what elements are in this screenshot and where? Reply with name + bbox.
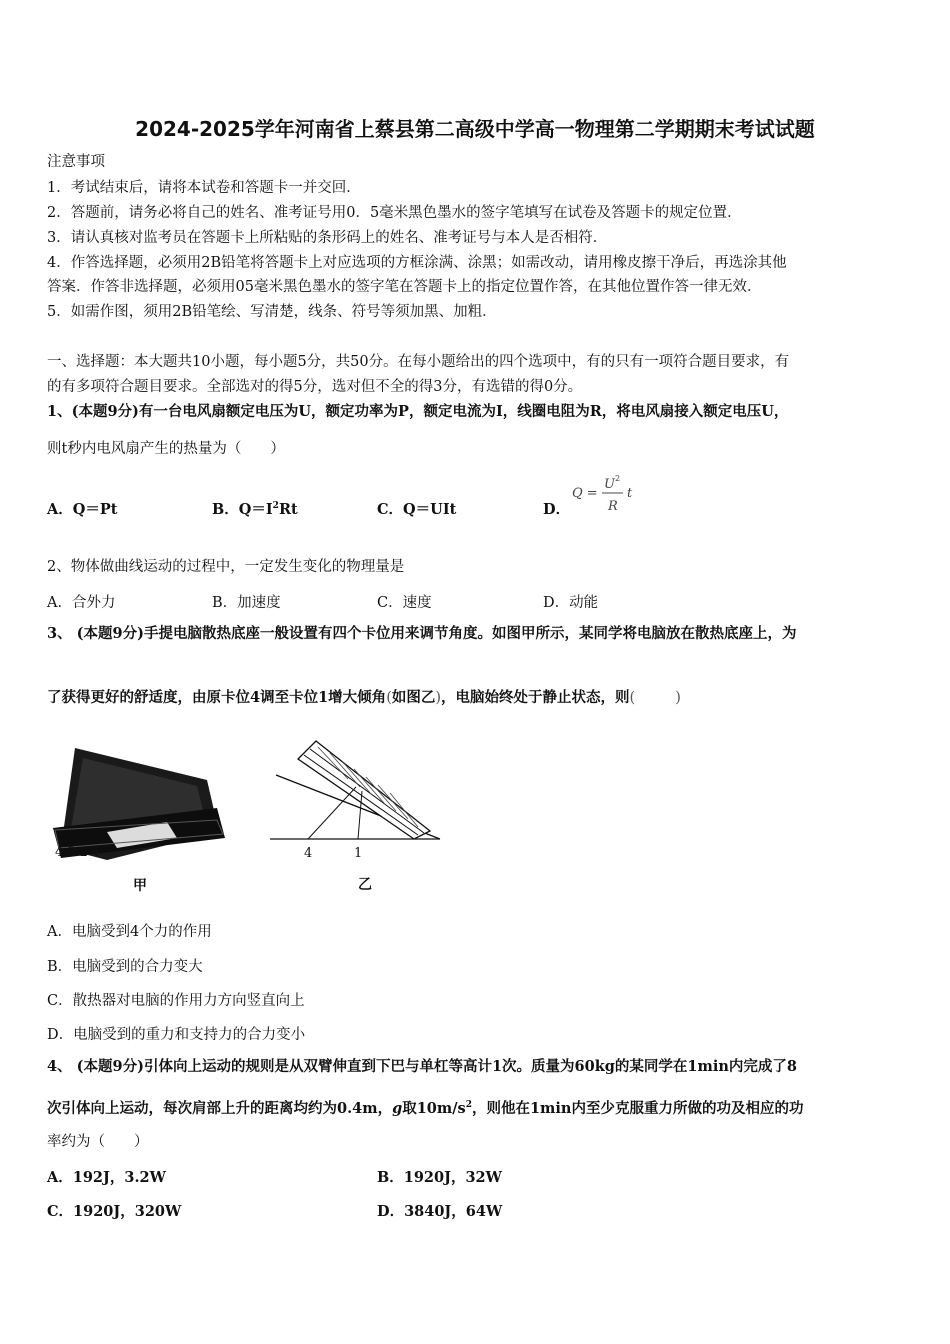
figure-jia-label: 甲 [133, 878, 147, 892]
question-3-stem-line2 [47, 688, 681, 708]
q3-text-a: 了获得更好的舒适度，由原卡位4调至卡位1增大倾角 [47, 689, 387, 706]
q1-option-b[interactable] [212, 498, 298, 519]
answer-paren: ( ) [629, 690, 681, 706]
notice-item: 4．作答选择题，必须用2B铅笔将答题卡上对应选项的方框涂满、涂黑；如需改动，请用橡皮擦干净后，再选涂其他 [47, 255, 787, 271]
q3-text-c: ，电脑始终处于静止状态，则 [441, 689, 630, 706]
question-1-stem: 1、(本题9分)有一台电风扇额定电压为U，额定功率为P，额定电流为I，线圈电阻为R，将电风扇接入额定电压U， [47, 403, 789, 420]
q1-option-b-text: B．Q＝I [212, 501, 273, 518]
q1-option-a[interactable]: A．Q＝Pt [47, 501, 118, 518]
slot-numbers: 4 3 2 1 [55, 845, 101, 860]
q4-text-a: 次引体向上运动，每次肩部上升的距离均约为0.4m， [47, 1099, 393, 1117]
figure-yi-label: 乙 [358, 877, 372, 893]
q4-option-c[interactable]: C．1920J，320W [47, 1203, 182, 1220]
notice-item: 2．答题前，请务必将自己的姓名、准考证号用0．5毫米黑色墨水的签字笔填写在试卷及答题卡的规定位置． [47, 205, 742, 221]
q3-option-b[interactable]: B．电脑受到的合力变大 [47, 959, 203, 975]
question-1-stem: 则t秒内电风扇产生的热量为（ ） [47, 441, 285, 457]
slot-label-4: 4 [304, 846, 313, 861]
q1-option-c[interactable]: C．Q＝UIt [377, 501, 457, 518]
notice-item: 3．请认真核对监考员在答题卡上所粘贴的条形码上的姓名、准考证号与本人是否相符． [47, 230, 608, 246]
question-4-stem: 4、 (本题9分)引体向上运动的规则是从双臂伸直到下巴与单杠等高计1次。质量为60kg的某同学在1min内完成了8 [47, 1058, 797, 1075]
formula-numerator: U [604, 477, 615, 492]
q2-option-a[interactable]: A．合外力 [47, 595, 116, 611]
question-4-stem-line3: 率约为（ ） [47, 1134, 149, 1150]
q4-text-b: 取10m/s [402, 1099, 466, 1117]
q4-option-a[interactable]: A．192J，3.2W [47, 1169, 166, 1186]
q2-option-c[interactable]: C．速度 [377, 595, 432, 611]
slot-label-1: 1 [354, 846, 363, 861]
formula-rhs: t [627, 486, 633, 501]
question-3-stem: 3、 (本题9分)手提电脑散热底座一般设置有四个卡位用来调节角度。如图甲所示，某同学将电脑放在散热底座上，为 [47, 625, 797, 642]
q3-option-a[interactable]: A．电脑受到4个力的作用 [47, 924, 212, 940]
q4-g-symbol: g [392, 1099, 403, 1117]
q4-option-b[interactable]: B．1920J，32W [377, 1169, 502, 1186]
question-2-stem: 2、物体做曲线运动的过程中，一定发生变化的物理量是 [47, 559, 405, 575]
q2-option-b[interactable]: B．加速度 [212, 595, 281, 611]
paren-close: ) [435, 690, 442, 706]
q1-option-d[interactable]: D． [543, 501, 571, 518]
notice-item: 答案．作答非选择题，必须用05毫米黑色墨水的签字笔在答题卡上的指定位置作答，在其他位置作答一律无效． [47, 279, 762, 295]
formula-lhs: Q = [572, 486, 598, 501]
support-arm-4 [308, 787, 356, 839]
laptop-inner-line [304, 755, 418, 835]
q1-formula-d [570, 470, 640, 516]
figure-yi [268, 735, 448, 893]
page-title: 2024-2025学年河南省上蔡县第二高级中学高一物理第二学期期末考试试题 [135, 117, 815, 141]
q3-option-c[interactable]: C．散热器对电脑的作用力方向竖直向上 [47, 993, 305, 1009]
question-4-stem-line2 [47, 1095, 803, 1119]
section-instructions: 一、选择题：本大题共10小题，每小题5分，共50分。在每小题给出的四个选项中，有的只有一项符合题目要求，有 [47, 354, 790, 370]
laptop-inner-line [310, 749, 424, 833]
notice-heading: 注意事项 [47, 154, 105, 170]
paren-open: ( [386, 690, 392, 706]
q4-text-c: ，则他在1min内至少克服重力所做的功及相应的功 [471, 1099, 804, 1117]
formula-denominator: R [608, 499, 618, 514]
q3-text-b: 如图乙 [391, 689, 436, 706]
q1-option-b-sup: 2 [272, 501, 279, 512]
q4-sup: 2 [465, 1100, 472, 1110]
section-instructions: 的有多项符合题目要求。全部选对的得5分，选对但不全的得3分，有选错的得0分。 [47, 379, 583, 395]
q3-option-d[interactable]: D．电脑受到的重力和支持力的合力变小 [47, 1027, 306, 1043]
notice-item: 1．考试结束后，请将本试卷和答题卡一并交回． [47, 180, 361, 196]
q4-option-d[interactable]: D．3840J，64W [377, 1203, 503, 1220]
formula-sup: 2 [615, 474, 621, 483]
q1-option-b-text2: Rt [278, 501, 298, 518]
figure-jia [47, 740, 232, 892]
notice-item: 5．如需作图，须用2B铅笔绘、写清楚，线条、符号等须加黑、加粗． [47, 304, 497, 320]
q2-option-d[interactable]: D．动能 [543, 595, 599, 611]
laptop-block [298, 741, 430, 839]
